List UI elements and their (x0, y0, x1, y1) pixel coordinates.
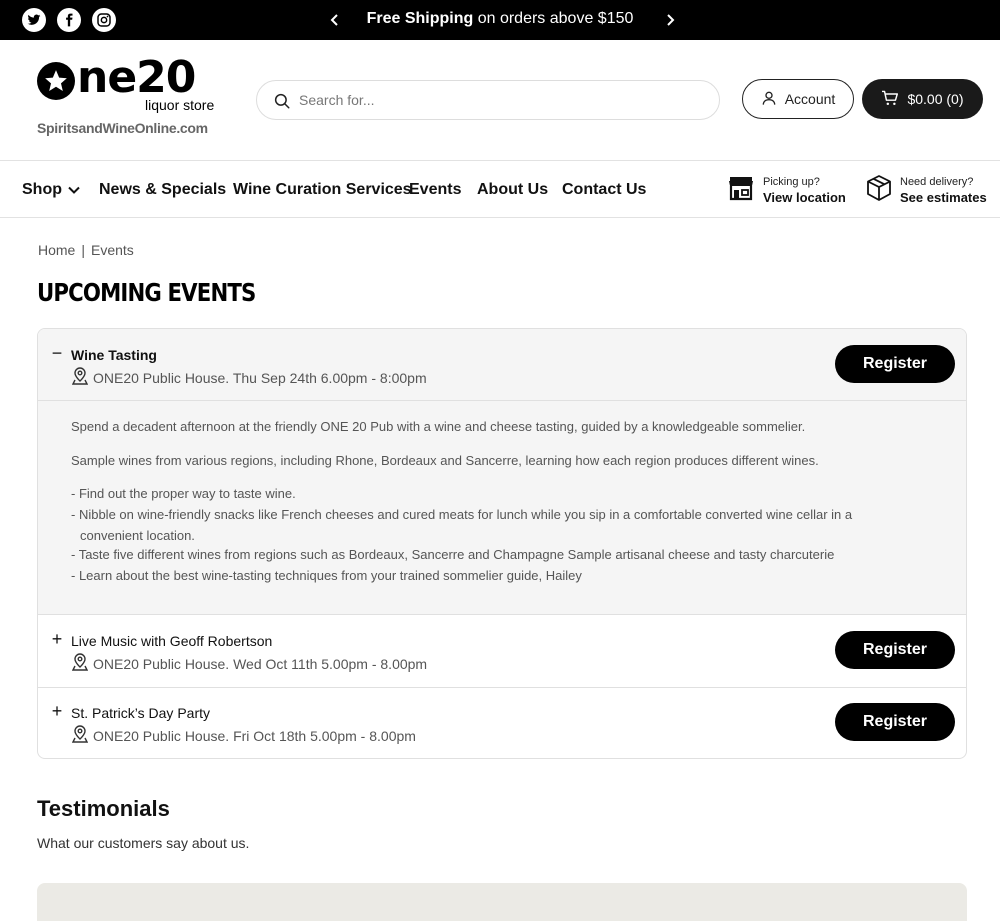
nav-shop[interactable]: Shop (22, 181, 80, 199)
testimonials-carousel (37, 883, 967, 921)
register-button[interactable]: Register (835, 631, 955, 669)
facebook-icon[interactable] (57, 8, 81, 32)
cart-icon (881, 90, 899, 109)
box-icon (866, 174, 892, 207)
cart-total: $0.00 (0) (907, 91, 964, 107)
pickup-link-text: View location (763, 189, 846, 205)
search-icon (273, 92, 291, 115)
instagram-icon[interactable] (92, 8, 116, 32)
event-bullet: - Learn about the best wine-tasting techniques from your trained sommelier guide, Hailey (71, 568, 582, 583)
location-pin-icon (72, 653, 88, 674)
nav-events[interactable]: Events (409, 181, 462, 198)
nav-news-specials[interactable]: News & Specials (99, 181, 227, 198)
register-button[interactable]: Register (835, 703, 955, 741)
user-icon (761, 90, 777, 109)
delivery-link-text: See estimates (900, 189, 987, 205)
announcement-text: Free Shipping on orders above $150 (366, 10, 634, 27)
events-accordion (37, 328, 967, 759)
site-header (0, 40, 1000, 161)
pickup-label: Picking up? (763, 175, 820, 188)
event-bullet: - Taste five different wines from regions such as Bordeaux, Sancerre and Champagne Sample artisanal cheese and tasty charcuterie (71, 547, 835, 562)
delivery-label: Need delivery? (900, 175, 974, 188)
event-location: ONE20 Public House. Fri Oct 18th 5.00pm - 8.00pm (72, 725, 416, 746)
nav-wine-curation[interactable]: Wine Curation Services (233, 181, 412, 198)
account-label: Account (784, 91, 836, 107)
event-header-bg (38, 329, 966, 400)
event-bullet: - Find out the proper way to taste wine. (71, 486, 296, 501)
chevron-right-icon[interactable] (658, 8, 682, 32)
location-pin-icon (72, 725, 88, 746)
announcement-bar (0, 0, 1000, 40)
star-icon (37, 62, 75, 100)
event-details (38, 400, 966, 615)
event-title[interactable]: Live Music with Geoff Robertson (71, 633, 273, 649)
expand-toggle[interactable]: + (51, 701, 63, 721)
main-nav (0, 162, 1000, 218)
breadcrumb-separator: | (81, 242, 85, 258)
testimonials-title: Testimonials (37, 796, 170, 821)
twitter-icon[interactable] (22, 8, 46, 32)
breadcrumb (38, 242, 134, 258)
delivery-link[interactable] (866, 174, 987, 207)
search-bar[interactable] (256, 80, 720, 120)
event-description: Sample wines from various regions, including Rhone, Bordeaux and Sancerre, learning how each region produces different wines. (71, 453, 819, 468)
search-input[interactable] (299, 89, 699, 111)
nav-contact-us[interactable]: Contact Us (562, 181, 647, 198)
chevron-left-icon[interactable] (323, 8, 347, 32)
location-pin-icon (72, 367, 88, 388)
event-title[interactable]: Wine Tasting (71, 347, 157, 363)
event-bullet: - Nibble on wine-friendly snacks like French cheeses and cured meats for lunch while you sip in a comfortable converted wine cellar in a (71, 507, 853, 522)
account-button[interactable] (742, 79, 854, 119)
event-location: ONE20 Public House. Wed Oct 11th 5.00pm - 8.00pm (72, 653, 427, 674)
register-button[interactable]: Register (835, 345, 955, 383)
divider (38, 687, 966, 688)
event-bullet: convenient location. (80, 528, 195, 543)
page-title: UPCOMING EVENTS (37, 278, 256, 307)
store-logo[interactable] (37, 52, 237, 140)
event-description: Spend a decadent afternoon at the friendly ONE 20 Pub with a wine and cheese tasting, guided by a knowledgeable sommelier. (71, 419, 806, 434)
store-icon (727, 174, 755, 207)
cart-button[interactable] (862, 79, 983, 119)
pickup-link[interactable] (727, 174, 846, 207)
logo-subtitle: liquor store (145, 97, 215, 113)
breadcrumb-current: Events (91, 242, 134, 258)
event-title[interactable]: St. Patrick’s Day Party (71, 705, 211, 721)
logo-wordmark: ne20 (77, 52, 196, 103)
testimonials-subtitle: What our customers say about us. (37, 835, 250, 851)
event-location: ONE20 Public House. Thu Sep 24th 6.00pm - 8:00pm (72, 367, 427, 388)
breadcrumb-home[interactable]: Home (38, 242, 76, 258)
expand-toggle[interactable]: + (51, 629, 63, 649)
nav-about-us[interactable]: About Us (477, 181, 549, 198)
chevron-down-icon (68, 181, 80, 199)
logo-site-name: SpiritsandWineOnline.com (37, 120, 208, 136)
collapse-toggle[interactable]: − (51, 343, 63, 363)
